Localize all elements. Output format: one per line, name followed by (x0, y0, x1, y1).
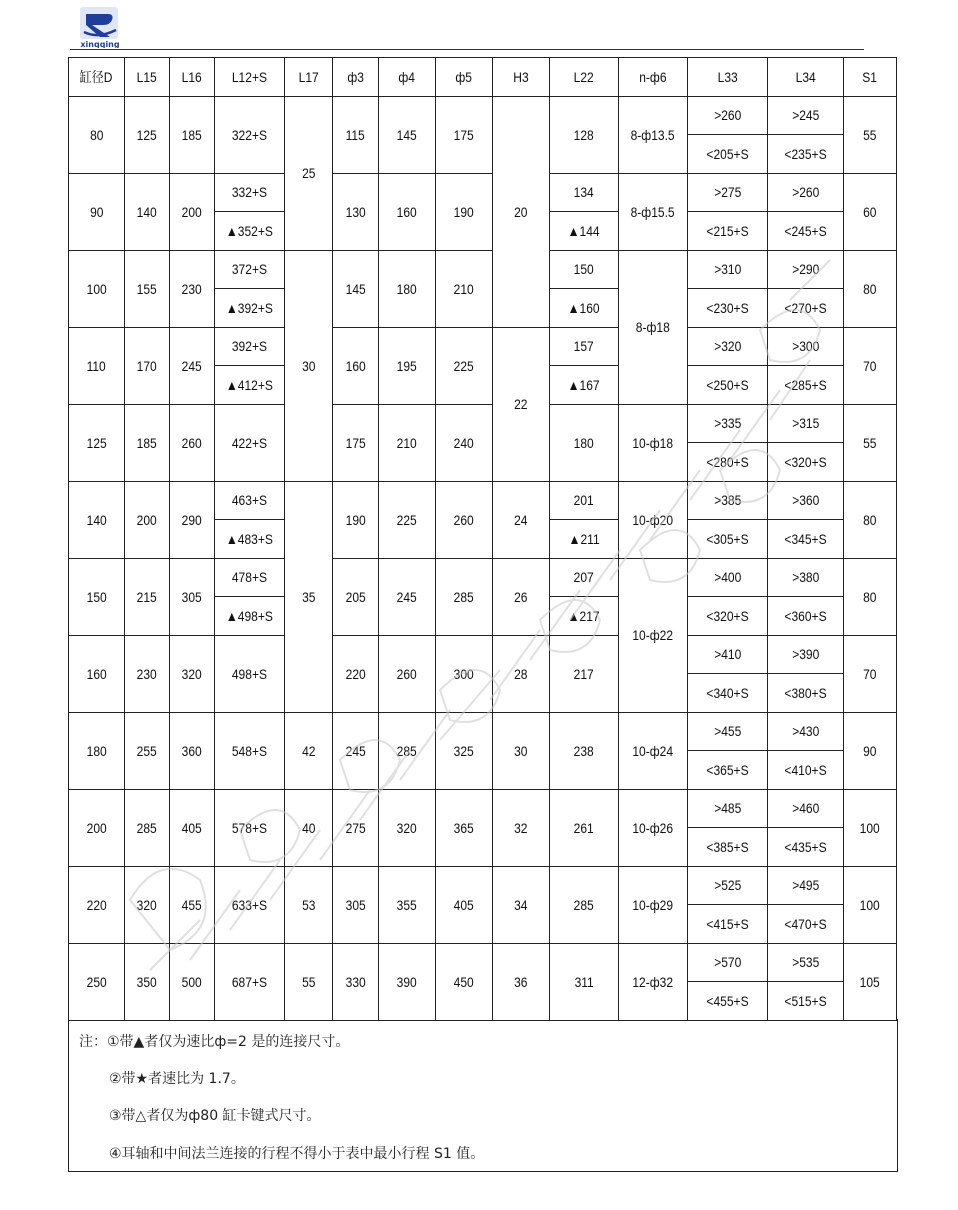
cell-l33-min: <385+S (688, 828, 768, 867)
cell-l12-alt: ▲483+S (215, 520, 285, 559)
cell-l12: 422+S (215, 404, 285, 481)
column-header: L22 (550, 58, 619, 97)
cell-phi5: 225 (436, 327, 493, 404)
cell-l16: 290 (170, 481, 215, 558)
cell-l34-min: <270+S (768, 289, 844, 328)
cell-l16: 320 (170, 635, 215, 712)
cell-l17: 55 (285, 943, 333, 1020)
cell-bore-d: 90 (69, 173, 125, 250)
column-header: L12+S (215, 58, 285, 97)
cell-l15: 320 (125, 866, 170, 943)
cell-phi3: 305 (333, 866, 379, 943)
cell-l33-min: <365+S (688, 751, 768, 790)
cell-l34-max: >360 (768, 481, 844, 520)
cell-bore-d: 220 (69, 866, 125, 943)
cell-s1: 60 (844, 173, 897, 250)
cell-n-phi6: 10-ф29 (619, 866, 688, 943)
cell-l34-max: >430 (768, 712, 844, 751)
cell-l22-alt: ▲217 (550, 597, 619, 636)
cell-l34-min: <285+S (768, 366, 844, 405)
cell-l34-max: >495 (768, 866, 844, 905)
cell-l17: 42 (285, 712, 333, 789)
cell-l33-min: <250+S (688, 366, 768, 405)
table-row (69, 327, 897, 366)
column-header: L17 (285, 58, 333, 97)
column-header: ф5 (436, 58, 493, 97)
column-header: L15 (125, 58, 170, 97)
table-row (69, 404, 897, 443)
cell-s1: 100 (844, 866, 897, 943)
cell-l34-min: <435+S (768, 828, 844, 867)
cell-l22: 134 (550, 173, 619, 212)
cell-h3: 28 (493, 635, 550, 712)
table-row (69, 173, 897, 212)
cell-l15: 215 (125, 558, 170, 635)
cell-l12-alt: ▲392+S (215, 289, 285, 328)
cell-phi3: 220 (333, 635, 379, 712)
table-row (69, 943, 897, 982)
note-1: 注：①带▲者仅为速比ф=2 是的连接尺寸。 (79, 1034, 350, 1050)
cell-bore-d: 100 (69, 250, 125, 327)
cell-l15: 140 (125, 173, 170, 250)
logo-wordmark: xinqqing (80, 40, 120, 48)
cell-l12: 498+S (215, 635, 285, 712)
cell-l12: 633+S (215, 866, 285, 943)
cell-l33-min: <305+S (688, 520, 768, 559)
cell-n-phi6: 10-ф20 (619, 481, 688, 558)
cell-l15: 125 (125, 96, 170, 173)
cell-l16: 305 (170, 558, 215, 635)
column-header: S1 (844, 58, 897, 97)
cell-bore-d: 110 (69, 327, 125, 404)
cell-l15: 170 (125, 327, 170, 404)
cell-n-phi6: 10-ф22 (619, 558, 688, 712)
spec-table (68, 57, 897, 1021)
cell-l12: 478+S (215, 558, 285, 597)
table-row (69, 96, 897, 135)
cell-phi3: 145 (333, 250, 379, 327)
cell-h3: 24 (493, 481, 550, 558)
table-row (69, 635, 897, 674)
cell-l33-max: >455 (688, 712, 768, 751)
cell-phi4: 390 (379, 943, 436, 1020)
cell-h3: 36 (493, 943, 550, 1020)
cell-phi3: 190 (333, 481, 379, 558)
cell-l34-min: <235+S (768, 135, 844, 174)
cell-l34-max: >290 (768, 250, 844, 289)
cell-l33-max: >320 (688, 327, 768, 366)
cell-l12: 687+S (215, 943, 285, 1020)
cell-l22: 311 (550, 943, 619, 1020)
cell-s1: 105 (844, 943, 897, 1020)
cell-h3: 20 (493, 96, 550, 327)
cell-l34-min: <360+S (768, 597, 844, 636)
cell-l33-min: <230+S (688, 289, 768, 328)
cell-l12: 372+S (215, 250, 285, 289)
cell-l12: 322+S (215, 96, 285, 173)
cell-l17: 25 (285, 96, 333, 250)
table-body (69, 96, 897, 1020)
cell-n-phi6: 8-ф15.5 (619, 173, 688, 250)
column-header: L16 (170, 58, 215, 97)
cell-s1: 80 (844, 250, 897, 327)
cell-l16: 260 (170, 404, 215, 481)
column-header: L34 (768, 58, 844, 97)
cell-l12-alt: ▲498+S (215, 597, 285, 636)
cell-phi3: 115 (333, 96, 379, 173)
cell-s1: 80 (844, 558, 897, 635)
cell-l22: 261 (550, 789, 619, 866)
cell-phi5: 285 (436, 558, 493, 635)
cell-phi5: 405 (436, 866, 493, 943)
notes-box (68, 1019, 898, 1172)
cell-l22: 157 (550, 327, 619, 366)
cell-l16: 230 (170, 250, 215, 327)
cell-phi4: 145 (379, 96, 436, 173)
note-2: ②带★者速比为 1.7。 (109, 1071, 245, 1087)
cell-l16: 200 (170, 173, 215, 250)
cell-phi5: 260 (436, 481, 493, 558)
cell-h3: 30 (493, 712, 550, 789)
header-rule (70, 49, 864, 50)
cell-s1: 100 (844, 789, 897, 866)
table-row (69, 712, 897, 751)
cell-l15: 350 (125, 943, 170, 1020)
cell-l12: 548+S (215, 712, 285, 789)
table-row (69, 789, 897, 828)
cell-s1: 55 (844, 404, 897, 481)
cell-l33-min: <205+S (688, 135, 768, 174)
note-4: ④耳轴和中间法兰连接的行程不得小于表中最小行程 S1 值。 (109, 1146, 485, 1162)
cell-l16: 185 (170, 96, 215, 173)
table-row (69, 250, 897, 289)
cell-h3: 26 (493, 558, 550, 635)
cell-l34-max: >315 (768, 404, 844, 443)
cell-l17: 53 (285, 866, 333, 943)
cell-bore-d: 125 (69, 404, 125, 481)
cell-l15: 155 (125, 250, 170, 327)
cell-l22: 201 (550, 481, 619, 520)
column-header: ф3 (333, 58, 379, 97)
cell-l33-max: >400 (688, 558, 768, 597)
cell-l33-max: >260 (688, 96, 768, 135)
cell-l34-min: <470+S (768, 905, 844, 944)
cell-l15: 230 (125, 635, 170, 712)
cell-l22: 207 (550, 558, 619, 597)
cell-phi5: 300 (436, 635, 493, 712)
cell-l16: 455 (170, 866, 215, 943)
cell-n-phi6: 12-ф32 (619, 943, 688, 1020)
cell-l22: 128 (550, 96, 619, 173)
cell-l33-max: >410 (688, 635, 768, 674)
cell-bore-d: 200 (69, 789, 125, 866)
cell-bore-d: 160 (69, 635, 125, 712)
cell-l34-max: >390 (768, 635, 844, 674)
header-row (69, 58, 897, 97)
cell-n-phi6: 10-ф26 (619, 789, 688, 866)
cell-l12-alt: ▲412+S (215, 366, 285, 405)
company-logo (78, 6, 122, 48)
cell-l22-alt: ▲144 (550, 212, 619, 251)
cell-l34-max: >535 (768, 943, 844, 982)
cell-phi4: 355 (379, 866, 436, 943)
cell-phi5: 240 (436, 404, 493, 481)
cell-l16: 500 (170, 943, 215, 1020)
cell-phi5: 450 (436, 943, 493, 1020)
cell-l33-min: <415+S (688, 905, 768, 944)
cell-bore-d: 180 (69, 712, 125, 789)
cell-phi3: 175 (333, 404, 379, 481)
cell-bore-d: 250 (69, 943, 125, 1020)
cell-l34-min: <245+S (768, 212, 844, 251)
cell-s1: 70 (844, 327, 897, 404)
table-row (69, 481, 897, 520)
table-row (69, 558, 897, 597)
cell-l34-max: >260 (768, 173, 844, 212)
cell-l33-max: >525 (688, 866, 768, 905)
cell-l12: 463+S (215, 481, 285, 520)
cell-h3: 32 (493, 789, 550, 866)
table-row (69, 866, 897, 905)
cell-phi3: 275 (333, 789, 379, 866)
cell-l17: 40 (285, 789, 333, 866)
column-header: ф4 (379, 58, 436, 97)
cell-l16: 405 (170, 789, 215, 866)
cell-l34-min: <410+S (768, 751, 844, 790)
cell-l34-max: >380 (768, 558, 844, 597)
cell-n-phi6: 8-ф18 (619, 250, 688, 404)
cell-l33-min: <340+S (688, 674, 768, 713)
cell-phi5: 210 (436, 250, 493, 327)
cell-l33-max: >335 (688, 404, 768, 443)
cell-phi4: 160 (379, 173, 436, 250)
cell-l22: 238 (550, 712, 619, 789)
cell-l15: 200 (125, 481, 170, 558)
cell-l34-min: <380+S (768, 674, 844, 713)
cell-l33-max: >310 (688, 250, 768, 289)
cell-l22-alt: ▲211 (550, 520, 619, 559)
column-header: L33 (688, 58, 768, 97)
cell-l33-max: >385 (688, 481, 768, 520)
cell-l22: 180 (550, 404, 619, 481)
cell-s1: 90 (844, 712, 897, 789)
cell-l34-min: <345+S (768, 520, 844, 559)
cell-phi5: 365 (436, 789, 493, 866)
cell-bore-d: 140 (69, 481, 125, 558)
cell-phi4: 180 (379, 250, 436, 327)
cell-phi3: 160 (333, 327, 379, 404)
note-3: ③带△者仅为ф80 缸卡键式尺寸。 (109, 1108, 321, 1124)
cell-n-phi6: 10-ф18 (619, 404, 688, 481)
cell-phi4: 225 (379, 481, 436, 558)
cell-n-phi6: 10-ф24 (619, 712, 688, 789)
cell-phi5: 325 (436, 712, 493, 789)
cell-l33-min: <280+S (688, 443, 768, 482)
cell-l33-min: <320+S (688, 597, 768, 636)
cell-phi4: 260 (379, 635, 436, 712)
cell-l12: 332+S (215, 173, 285, 212)
cell-phi3: 330 (333, 943, 379, 1020)
cell-l22: 217 (550, 635, 619, 712)
cell-l34-min: <320+S (768, 443, 844, 482)
cell-n-phi6: 8-ф13.5 (619, 96, 688, 173)
cell-phi4: 210 (379, 404, 436, 481)
cell-l22-alt: ▲167 (550, 366, 619, 405)
cell-l15: 185 (125, 404, 170, 481)
cell-l33-min: <215+S (688, 212, 768, 251)
cell-phi3: 245 (333, 712, 379, 789)
cell-l17: 30 (285, 250, 333, 481)
column-header: n-ф6 (619, 58, 688, 97)
cell-l34-max: >300 (768, 327, 844, 366)
cell-l22: 150 (550, 250, 619, 289)
cell-phi5: 190 (436, 173, 493, 250)
cell-phi4: 285 (379, 712, 436, 789)
cell-phi4: 320 (379, 789, 436, 866)
cell-l17: 35 (285, 481, 333, 712)
cell-l16: 245 (170, 327, 215, 404)
cell-l34-min: <515+S (768, 982, 844, 1021)
cell-l12: 578+S (215, 789, 285, 866)
cell-l12: 392+S (215, 327, 285, 366)
cell-h3: 22 (493, 327, 550, 481)
cell-l12-alt: ▲352+S (215, 212, 285, 251)
column-header: H3 (493, 58, 550, 97)
cell-s1: 70 (844, 635, 897, 712)
cell-bore-d: 80 (69, 96, 125, 173)
cell-l15: 255 (125, 712, 170, 789)
cell-l33-max: >570 (688, 943, 768, 982)
cell-phi3: 130 (333, 173, 379, 250)
cell-phi4: 195 (379, 327, 436, 404)
cell-l34-max: >460 (768, 789, 844, 828)
cell-phi3: 205 (333, 558, 379, 635)
cell-bore-d: 150 (69, 558, 125, 635)
cell-l33-min: <455+S (688, 982, 768, 1021)
cell-s1: 80 (844, 481, 897, 558)
cell-l33-max: >485 (688, 789, 768, 828)
cell-l22-alt: ▲160 (550, 289, 619, 328)
cell-s1: 55 (844, 96, 897, 173)
cell-l16: 360 (170, 712, 215, 789)
cell-l34-max: >245 (768, 96, 844, 135)
column-header: 缸径D (69, 58, 125, 97)
cell-l33-max: >275 (688, 173, 768, 212)
cell-phi5: 175 (436, 96, 493, 173)
cell-l15: 285 (125, 789, 170, 866)
cell-phi4: 245 (379, 558, 436, 635)
cell-h3: 34 (493, 866, 550, 943)
cell-l22: 285 (550, 866, 619, 943)
